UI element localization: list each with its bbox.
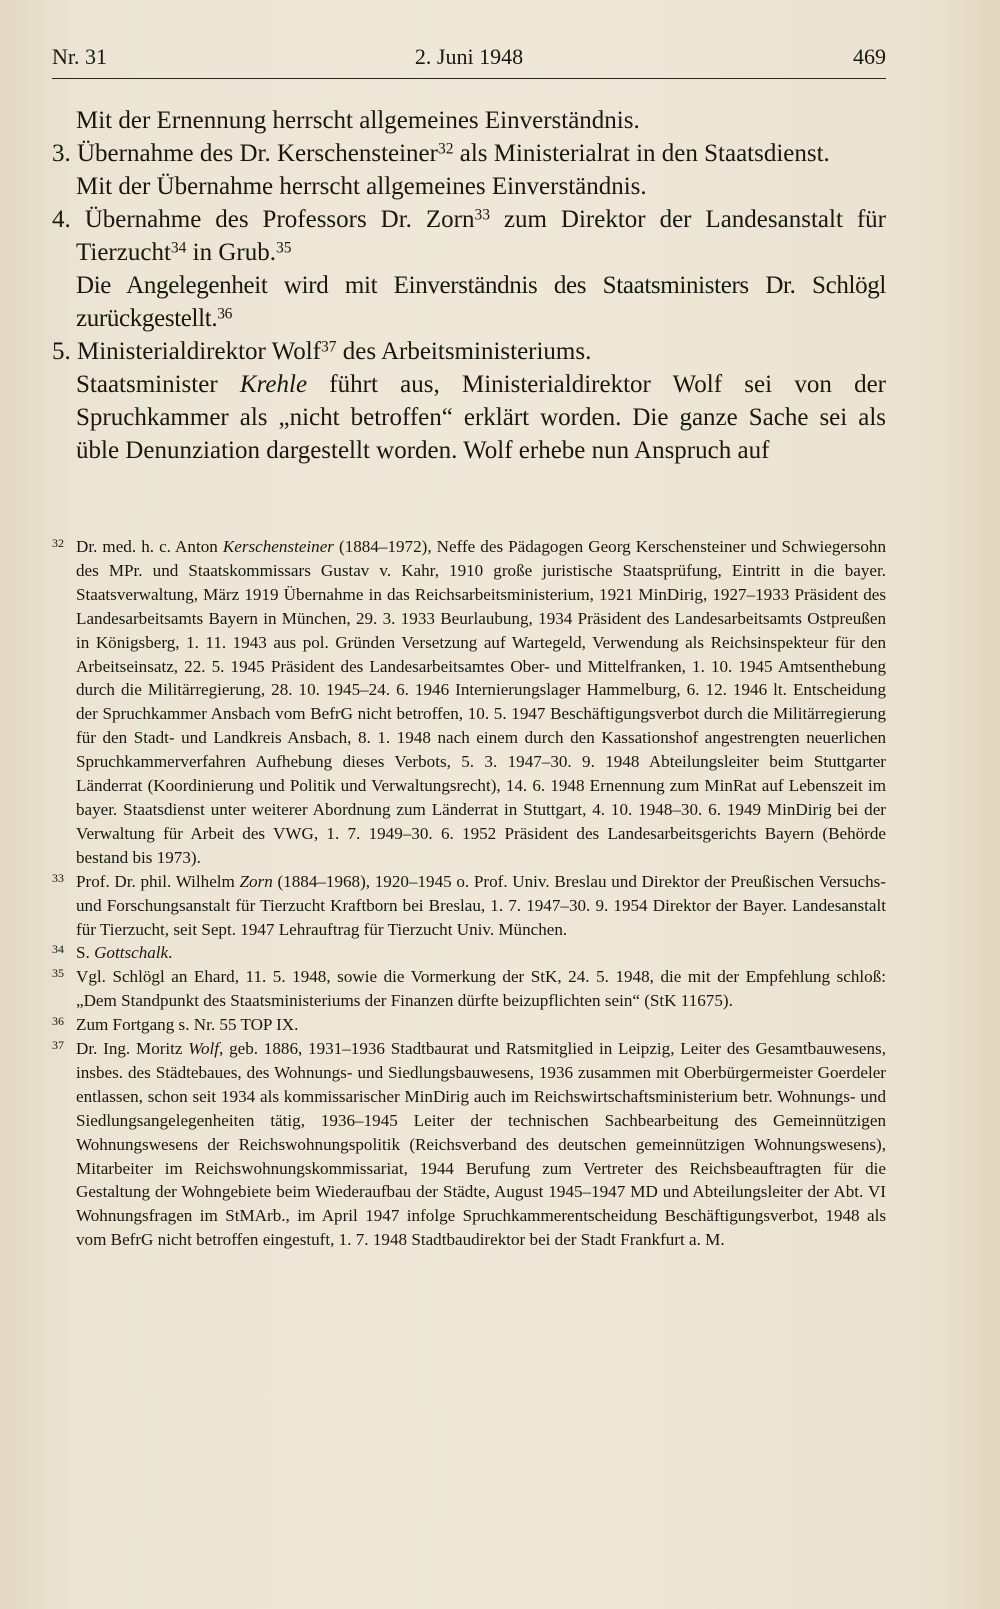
footnote-number: 32 bbox=[52, 536, 64, 550]
footnote-ref[interactable]: 33 bbox=[474, 206, 490, 224]
footnote-32: 32 Dr. med. h. c. Anton Kerschensteiner (1884–1972), Neffe des Pädagogen Georg Kerschensteiner und Schwiegersohn des MPr. und Staatskommissars Gustav v. Kahr, 1910 große juristische Staatsprüfung, Eintritt in die bayer. Staatsverwaltung, März 1919 Übernahme in das Reichsarbeitsministerium, 1921 MinDirig, 1927–1933 Präsident des Landesarbeitsamts Bayern in München, 29. 3. 1933 Beurlaubung, 1934 Präsident des Landesarbeitsamts Ostpreußen in Königsberg, 1. 11. 1943 aus pol. Gründen Versetzung auf Wartegeld, Verwendung als Reichsinspekteur für den Arbeitseinsatz, 22. 5. 1945 Präsident des Landesarbeitsamtes Ober- und Mittelfranken, 1. 10. 1945 Amtsenthebung durch die Militärregierung, 28. 10. 1945–24. 6. 1946 Internierungslager Hammelburg, 6. 12. 1946 lt. Entscheidung der Spruchkammer Ansbach vom BefrG nicht betroffen, 10. 5. 1947 Beschäftigungsverbot durch die Militärregierung für den Stadt- und Landkreis Ansbach, 8. 1. 1948 nach einem durch den Kassationshof angestrengten neuerlichen Spruchkammerverfahren Aufhebung dieses Verbots, 5. 3. 1947–30. 9. 1948 Abteilungsleiter beim Stuttgarter Länderrat (Koordinierung und Politik und Verwaltungsrecht), 14. 6. 1948 Ernennung zum MinRat auf Lebenszeit im bayer. Staatsdienst unter weiterer Abordnung zum Länderrat in Stuttgart, 4. 10. 1948–30. 6. 1949 MinDirig bei der Verwaltung für Arbeit des VWG, 1. 7. 1949–30. 6. 1952 Präsident des Landesarbeitsgerichts Bayern (Behörde bestand bis 1973). bbox=[52, 535, 886, 870]
person-name: Wolf bbox=[188, 1039, 220, 1059]
footnote-ref[interactable]: 37 bbox=[321, 338, 337, 356]
person-name: Gottschalk bbox=[94, 943, 169, 963]
person-name: Kerschensteiner bbox=[222, 537, 334, 556]
footnote-ref[interactable]: 35 bbox=[275, 239, 292, 257]
footnote-number: 34 bbox=[52, 942, 64, 957]
footnote-ref[interactable]: 36 bbox=[217, 305, 233, 323]
footnote-33: 33 Prof. Dr. phil. Wilhelm Zorn (1884–1968), 1920–1945 o. Prof. Univ. Breslau und Direktor der Preußischen Versuchs- und Forschungsanstalt für Tierzucht Kraftborn bei Breslau, 1. 7. 1947–30. 9. 1954 Direktor der Bayer. Landesanstalt für Tierzucht, seit Sept. 1947 Lehrauftrag für Tierzucht Univ. München. bbox=[52, 870, 886, 942]
agenda-item-5: 5. Ministerialdirektor Wolf$^{37}$ des Arbeitsministeriums. bbox=[52, 338, 592, 365]
paragraph: Mit der Übernahme herrscht allgemeines Einverständnis. bbox=[76, 173, 647, 200]
paragraph: Die Angelegenheit wird mit Einverständnis des Staatsministers Dr. Schlögl zurückgestellt.$^{36}$ bbox=[76, 272, 886, 332]
footnote-ref[interactable]: 34 bbox=[170, 239, 187, 257]
person-name: Zorn bbox=[239, 871, 273, 891]
footnote-number: 37 bbox=[52, 1038, 64, 1053]
footnote-36: 36 Zum Fortgang s. Nr. 55 TOP IX. bbox=[52, 1013, 886, 1037]
footnote-number: 33 bbox=[52, 870, 64, 885]
paragraph: Mit der Ernennung herrscht allgemeines Einverständnis. bbox=[76, 107, 640, 134]
agenda-item-4: 4. Übernahme des Professors Dr. Zorn$^{33}$ zum Direktor der Landesanstalt für Tierzucht$^{34}$ in Grub.$^{35}$ bbox=[52, 206, 886, 266]
running-header bbox=[52, 42, 886, 78]
footnotes bbox=[52, 535, 886, 1252]
footnote-34: 34 S. Gottschalk. bbox=[52, 941, 886, 965]
document-number: Nr. 31 bbox=[52, 44, 107, 69]
main-text bbox=[52, 104, 886, 467]
footnote-ref[interactable]: 32 bbox=[437, 140, 454, 158]
person-name: Krehle bbox=[239, 371, 308, 398]
header-rule bbox=[52, 78, 886, 79]
document-date: 2. Juni 1948 bbox=[414, 44, 524, 69]
footnote-number: 35 bbox=[52, 966, 64, 981]
footnote-35: 35 Vgl. Schlögl an Ehard, 11. 5. 1948, sowie die Vormerkung der StK, 24. 5. 1948, die mit der Empfehlung schloß: „Dem Standpunkt des Staatsministeriums der Finanzen dürfte beizupflichten sein“ (StK 11675). bbox=[52, 965, 886, 1013]
page-number: 469 bbox=[853, 44, 886, 69]
agenda-item-3: 3. Übernahme des Dr. Kerschensteiner$^{32}$ als Ministerialrat in den Staatsdienst. bbox=[52, 140, 830, 167]
paragraph: Staatsminister Krehle führt aus, Ministerialdirektor Wolf sei von der Spruchkammer als „nicht betroffen“ erklärt worden. Die ganze Sache sei als üble Denunziation dargestellt worden. Wolf erhebe nun Anspruch auf bbox=[76, 371, 886, 464]
footnote-number: 36 bbox=[52, 1014, 64, 1029]
footnote-37: 37 Dr. Ing. Moritz Wolf, geb. 1886, 1931–1936 Stadtbaurat und Ratsmitglied in Leipzig, Leiter des Gesamtbauwesens, insbes. des Städtebaues, des Wohnungs- und Siedlungsbauwesens, 1936 zusammen mit Oberbürgermeister Goerdeler entlassen, schon seit 1934 als kommissarischer MinDirig auch im Reichswirtschaftsministerium betr. Wohnungs- und Siedlungsangelegenheiten tätig, 1936–1945 Leiter der technischen Sachbearbeitung des Gemeinnützigen Wohnungswesens der Reichswohnungspolitik (Reichsverband des deutschen gemeinnützigen Wohnungswesens), Mitarbeiter im Reichswohnungskommissariat, 1944 Berufung zum Vertreter des Reichsbeauftragten für die Gestaltung der Wohngebiete beim Wiederaufbau der Städte, August 1945–1947 MD und Abteilungsleiter der Abt. VI Wohnungsfragen im StMArb., im April 1947 infolge Spruchkammerentscheidung Beschäftigungsverbot, 1948 als vom BefrG nicht betroffen eingestuft, 1. 7. 1948 Stadtbaudirektor bei der Stadt Frankfurt a. M. bbox=[52, 1037, 886, 1252]
